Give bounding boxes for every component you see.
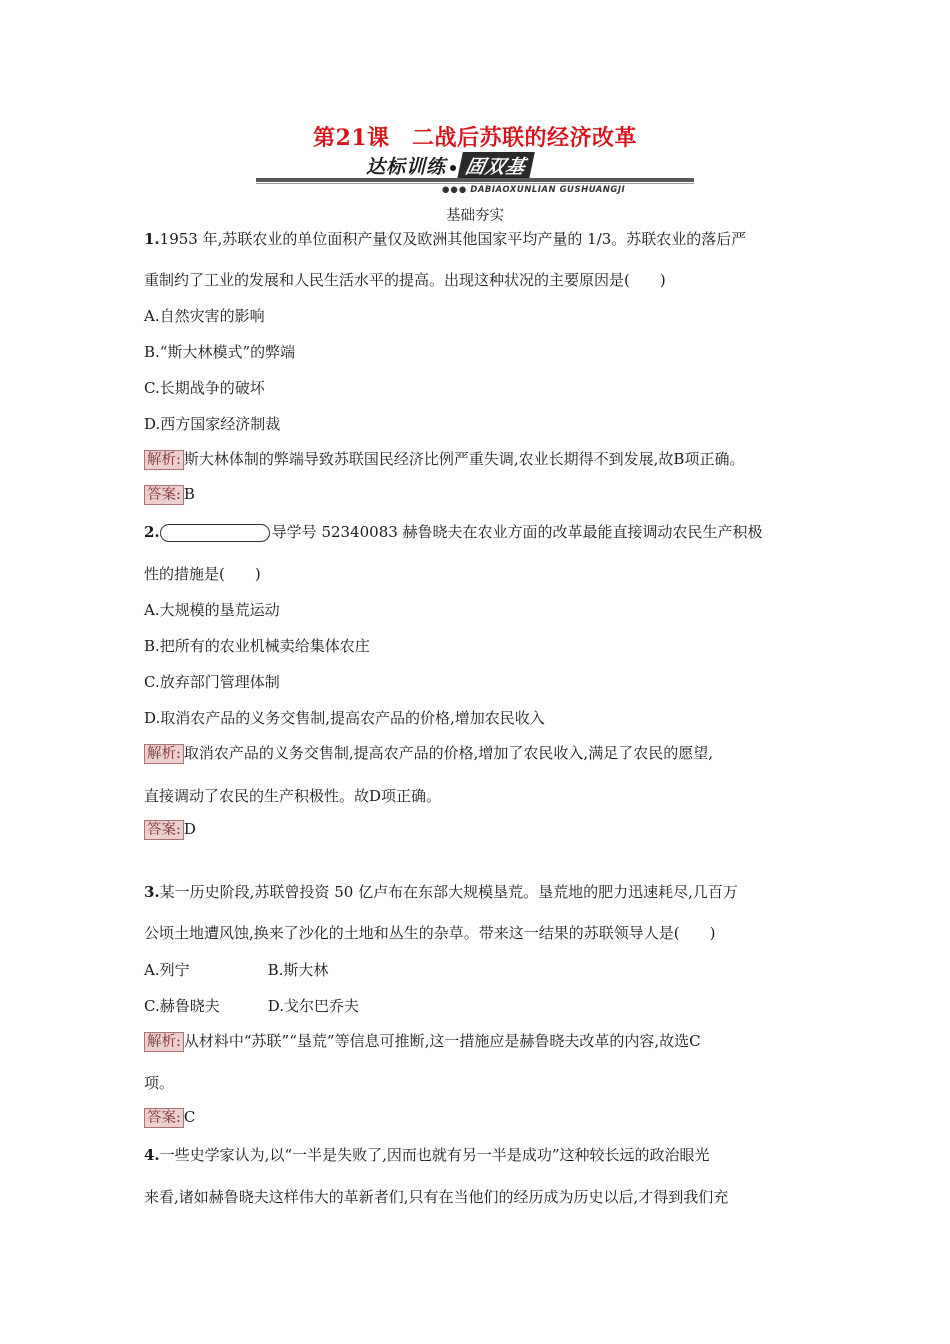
q2-stem-line2: 性的措施是( ) bbox=[144, 565, 261, 583]
q4-stem-line2: 来看,诸如赫鲁晓夫这样伟大的革新者们,只有在当他们的经历成为历史以后,才得到我们充 bbox=[144, 1188, 729, 1206]
q1-answer: 答案: B bbox=[144, 485, 195, 505]
guide-bubble-icon bbox=[160, 524, 270, 542]
q1-option-d: D.西方国家经济制裁 bbox=[144, 415, 281, 433]
q1-number: 1. bbox=[144, 230, 160, 248]
answer-label: 答案: bbox=[144, 485, 184, 505]
q3-option-d: D.戈尔巴乔夫 bbox=[267, 997, 359, 1015]
q2-analysis-line2: 直接调动了农民的生产积极性。故D项正确。 bbox=[144, 787, 442, 805]
q3-analysis-line1: 解析: 从材料中“苏联”“垦荒”等信息可推断,这一措施应是赫鲁晓夫改革的内容,故选C bbox=[144, 1030, 701, 1052]
q3-stem-line2: 公顷土地遭风蚀,换来了沙化的土地和丛生的杂草。带来这一结果的苏联领导人是( ) bbox=[144, 924, 716, 942]
q4-number: 4. bbox=[144, 1146, 160, 1164]
q3-option-a: A.列宁 bbox=[144, 961, 190, 979]
section-heading: 基础夯实 bbox=[446, 208, 504, 224]
q1-option-b: B.“斯大林模式”的弊端 bbox=[144, 343, 296, 361]
analysis-label: 解析: bbox=[144, 450, 184, 470]
q1-analysis: 解析: 斯大林体制的弊端导致苏联国民经济比例严重失调,农业长期得不到发展,故B项正确。 bbox=[144, 448, 744, 470]
q2-option-c: C.放弃部门管理体制 bbox=[144, 673, 280, 691]
q2-number: 2. bbox=[144, 523, 160, 541]
q4-stem-line1: 4.一些史学家认为,以“一半是失败了,因而也就有另一半是成功”这种较长远的政治眼光 bbox=[144, 1146, 710, 1164]
q2-analysis-line1: 解析: 取消农产品的义务交售制,提高农产品的价格,增加了农民收入,满足了农民的愿望, bbox=[144, 742, 713, 764]
answer-label: 答案: bbox=[144, 820, 184, 840]
banner-rule-thin bbox=[256, 183, 694, 184]
banner-dot-icon bbox=[450, 165, 456, 171]
q1-option-c: C.长期战争的破坏 bbox=[144, 379, 265, 397]
q3-options-ab bbox=[144, 959, 328, 980]
q2-stem-line1: 2. 导学号 52340083 赫鲁晓夫在农业方面的改革最能直接调动农民生产积极 bbox=[144, 523, 763, 541]
q1-option-a: A.自然灾害的影响 bbox=[144, 307, 265, 325]
banner-text bbox=[366, 152, 532, 179]
q2-option-b: B.把所有的农业机械卖给集体农庄 bbox=[144, 637, 370, 655]
q3-options-cd bbox=[144, 995, 359, 1016]
q1-stem-line1: 1.1953 年,苏联农业的单位面积产量仅及欧洲其他国家平均产量的 1/3。苏联农业的落后严 bbox=[144, 230, 747, 248]
banner-left: 达标训练 bbox=[366, 156, 447, 178]
q3-stem-line1: 3.某一历史阶段,苏联曾投资 50 亿卢布在东部大规模垦荒。垦荒地的肥力迅速耗尽,几百万 bbox=[144, 883, 738, 901]
dots-icon: ●●● bbox=[442, 185, 468, 195]
analysis-label: 解析: bbox=[144, 744, 184, 764]
q2-option-a: A.大规模的垦荒运动 bbox=[144, 601, 280, 619]
q2-option-d: D.取消农产品的义务交售制,提高农产品的价格,增加农民收入 bbox=[144, 709, 545, 727]
q2-answer: 答案: D bbox=[144, 820, 196, 840]
answer-label: 答案: bbox=[144, 1108, 184, 1128]
q3-analysis-line2: 项。 bbox=[144, 1074, 175, 1092]
q3-answer: 答案: C bbox=[144, 1108, 195, 1128]
q3-option-c: C.赫鲁晓夫 bbox=[144, 997, 220, 1015]
banner-subtitle: ●●● DABIAOXUNLIAN GUSHUANGJI bbox=[442, 185, 626, 195]
q3-option-b: B.斯大林 bbox=[267, 961, 329, 979]
q1-stem-line2: 重制约了工业的发展和人民生活水平的提高。出现这种状况的主要原因是( ) bbox=[144, 271, 666, 289]
lesson-title: 第21课 二战后苏联的经济改革 bbox=[312, 125, 638, 151]
section-banner bbox=[256, 150, 694, 196]
q3-number: 3. bbox=[144, 883, 160, 901]
banner-rule bbox=[256, 178, 694, 182]
banner-right: 固双基 bbox=[457, 152, 535, 179]
analysis-label: 解析: bbox=[144, 1032, 184, 1052]
